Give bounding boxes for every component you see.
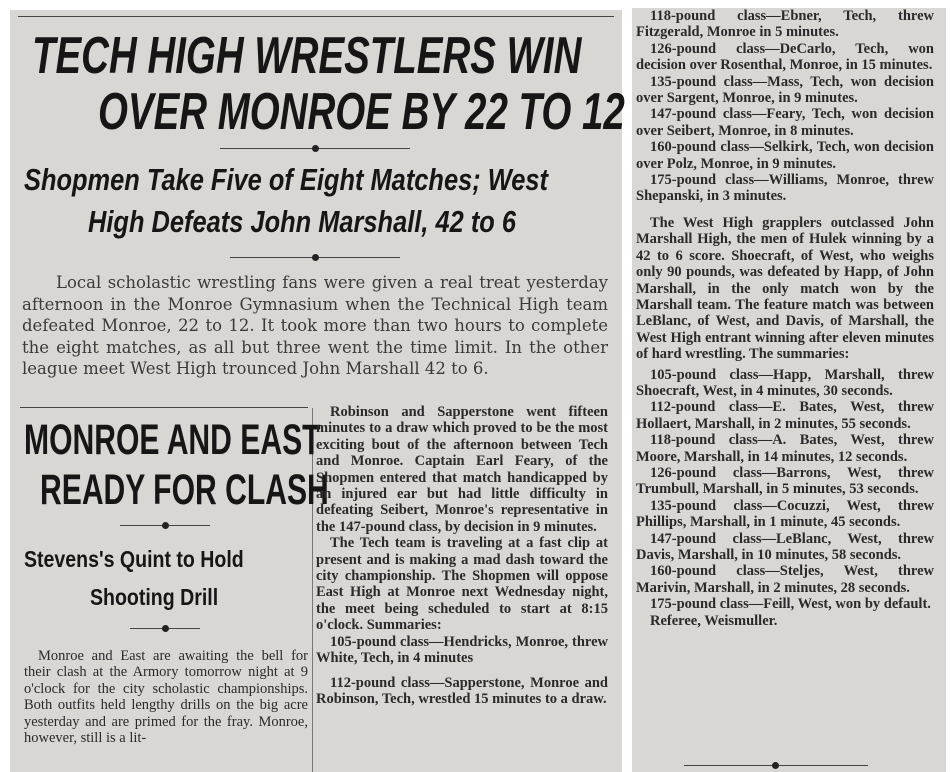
second-story <box>24 648 308 746</box>
summary-item: 126-pound class—DeCarlo, Tech, won decision over Rosenthal, Monroe, in 15 minutes. <box>636 40 934 74</box>
summary-item: 112-pound class—Sapperstone, Monroe and Robinson, Tech, wrestled 15 minutes to a draw. <box>316 674 608 707</box>
summary-item: 112-pound class—E. Bates, West, threw Hollaert, Marshall, in 2 minutes, 55 seconds. <box>636 399 934 432</box>
summary-item: 126-pound class—Barrons, West, threw Trumbull, Marshall, in 5 minutes, 53 seconds. <box>636 464 934 498</box>
summary-item: 118-pound class—Ebner, Tech, threw Fitzgerald, Monroe in 5 minutes. <box>636 8 934 41</box>
summary-item: 118-pound class—A. Bates, West, threw Moore, Marshall, in 14 minutes, 12 seconds. <box>636 432 934 465</box>
middle-column <box>316 404 608 707</box>
paragraph: The West High grapplers outclassed John Marshall High, the men of Hulek winning by a 42 to 6 score. Shoecraft, of West, who weighs only 90 pounds, was defeated by Happ, of John Marshall, in the only match won by the Marshall team. The feature match was between LeBlanc, of West, and Davis, of Marshall, the West High entrant winning after eleven minutes of hard wrestling. The summaries: <box>636 214 934 363</box>
summary-item: 147-pound class—Feary, Tech, won decision over Seibert, Monroe, in 8 minutes. <box>636 106 934 139</box>
main-headline-line-1: TECH HIGH WRESTLERS WIN <box>32 27 582 85</box>
second-story-text: Monroe and East are awaiting the bell for their clash at the Armory tomorrow night at 9 o'clock for the city scholastic championships. Both outfits held lengthy drills on the big acre yesterday and are primed for the fray. Monroe, however, still is a lit- <box>24 648 308 747</box>
lead-paragraph <box>22 272 608 380</box>
column-rule <box>20 407 308 408</box>
right-column <box>636 8 934 629</box>
subheadline-line-2: High Defeats John Marshall, 42 to 6 <box>88 204 517 239</box>
main-headline-line-2: OVER MONROE BY 22 TO 12 <box>98 83 625 141</box>
left-clipping <box>10 10 625 772</box>
summary-item: 135-pound class—Cocuzzi, West, threw Phillips, Marshall, in 1 minute, 45 seconds. <box>636 497 934 531</box>
top-rule <box>18 16 614 17</box>
second-headline-line-2: READY FOR CLASH <box>40 466 329 514</box>
summary-item: 135-pound class—Mass, Tech, won decision over Sargent, Monroe, in 9 minutes. <box>636 73 934 107</box>
summary-item: 175-pound class—Williams, Monroe, threw Shepanski, in 3 minutes. <box>636 172 934 205</box>
lead-text: Local scholastic wrestling fans were given a real treat yesterday afternoon in the Monroe Gymnasium when the Technical High team defeated Monroe, 22 to 12. It took more than two hours to complete the eight matches, as all but three went the time limit. In the other league meet West High trounced John Marshall 42 to 6. <box>22 273 608 378</box>
summary-item: 105-pound class—Happ, Marshall, threw Shoecraft, West, in 4 minutes, 30 seconds. <box>636 366 934 399</box>
summary-item: 147-pound class—LeBlanc, West, threw Davis, Marshall, in 10 minutes, 58 seconds. <box>636 530 934 563</box>
summary-item: 160-pound class—Selkirk, Tech, won decision over Polz, Monroe, in 9 minutes. <box>636 139 934 172</box>
paragraph: Robinson and Sapperstone went fifteen minutes to a draw which proved to be the most exciting bout of the afternoon between Tech and Monroe. Captain Earl Feary, of the Shopmen entered that match handicapped by an injured ear but had little difficulty in defeating Seibert, Monroe's representative in the 147-pound class, by decision in 9 minutes. <box>316 404 608 535</box>
subheadline-line-1: Shopmen Take Five of Eight Matches; West <box>24 162 549 197</box>
second-subheadline-line-2: Shooting Drill <box>90 584 219 610</box>
right-clipping <box>632 8 946 772</box>
divider-dot <box>162 625 169 632</box>
end-rule-dot <box>772 762 779 769</box>
summary-item: 160-pound class—Steljes, West, threw Marivin, Marshall, in 2 minutes, 28 seconds. <box>636 563 934 596</box>
summary-item: 175-pound class—Feill, West, won by default. <box>650 596 931 613</box>
referee-line: Referee, Weismuller. <box>650 612 778 629</box>
divider-dot <box>312 145 319 152</box>
divider-dot <box>312 254 319 261</box>
summary-item: 105-pound class—Hendricks, Monroe, threw White, Tech, in 4 minutes <box>316 633 608 667</box>
second-subheadline-line-1: Stevens's Quint to Hold <box>24 546 244 572</box>
divider-dot <box>162 522 169 529</box>
second-headline-line-1: MONROE AND EAST <box>24 416 321 464</box>
paragraph: The Tech team is traveling at a fast clip at present and is making a mad dash toward the city championship. The Shopmen will oppose East High at Monroe next Wednesday night, the meet being scheduled to start at 8:15 o'clock. Summaries: <box>316 535 608 634</box>
